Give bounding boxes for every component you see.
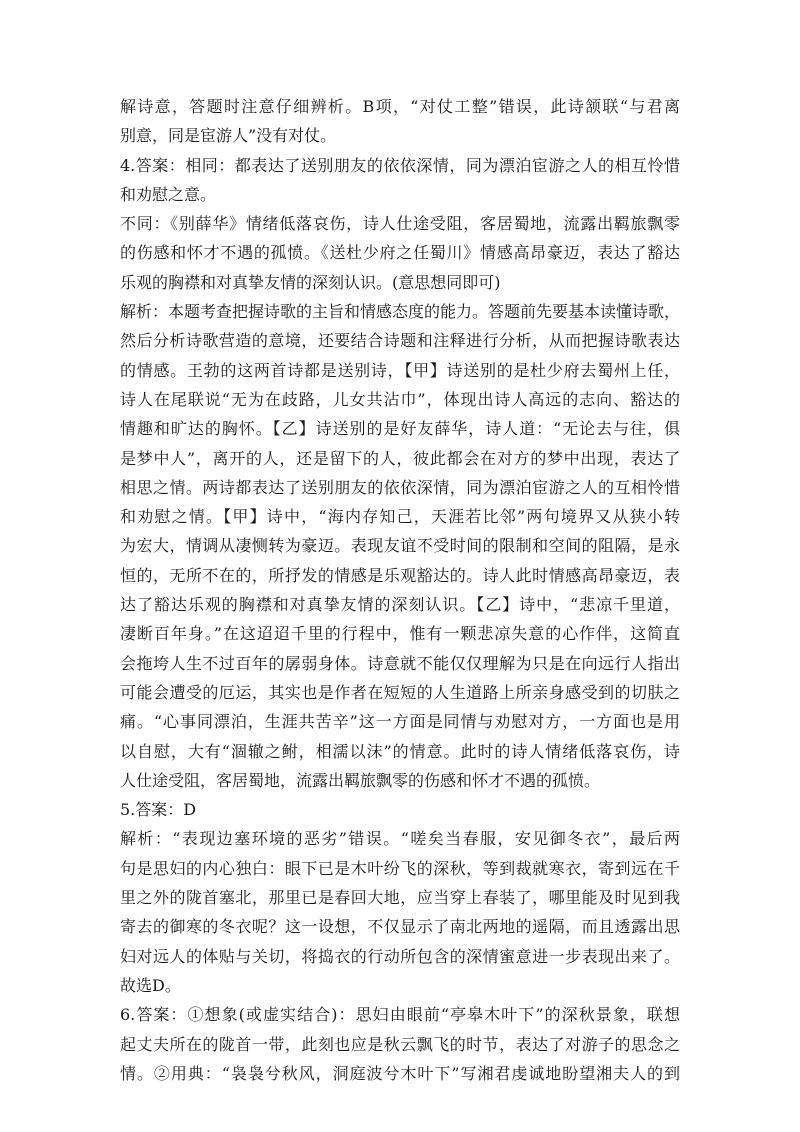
text-line: 解析：本题考查把握诗歌的主旨和情感态度的能力。答题前先要基本读懂诗歌， <box>120 302 680 322</box>
text-line: 的情感。王勃的这两首诗都是送别诗，【甲】诗送别的是杜少府去蜀州上任， <box>120 360 680 380</box>
document-body <box>120 92 680 1088</box>
text-line: 妇对远人的体贴与关切，将捣衣的行动所包含的深情蜜意进一步表现出来了。 <box>120 946 680 966</box>
text-line: 以自慰，大有“涸辙之鲋，相濡以沫”的情意。此时的诗人情绪低落哀伤，诗 <box>120 741 680 761</box>
text-line: 5.答案：D <box>120 800 197 820</box>
text-line: 相思之情。两诗都表达了送别朋友的依依深情，同为漂泊宦游之人的互相怜惜 <box>120 477 680 497</box>
text-line: 凄断百年身。”在这迢迢千里的行程中，惟有一颗悲凉失意的心作伴，这简直 <box>120 624 680 644</box>
text-line: 达了豁达乐观的胸襟和对真挚友情的深刻认识。【乙】诗中，“悲凉千里道， <box>120 595 680 615</box>
text-line: 故选D。 <box>120 975 181 995</box>
text-line: 句是思妇的内心独白：眼下已是木叶纷飞的深秋，等到裁就寒衣，寄到远在千 <box>120 858 680 878</box>
text-line: 4.答案：相同：都表达了送别朋友的依依深情，同为漂泊宦游之人的相互怜惜 <box>120 155 680 175</box>
text-line: 可能会遭受的厄运，其实也是作者在短短的人生道路上所亲身感受到的切肤之 <box>120 682 680 702</box>
text-line: 里之外的陇首塞北，那里已是春回大地，应当穿上春装了，哪里能及时见到我 <box>120 888 680 908</box>
text-line: 解诗意，答题时注意仔细辨析。B项，“对仗工整”错误，此诗颔联“与君离 <box>120 97 680 116</box>
text-line: 的伤感和怀才不遇的孤愤。《送杜少府之任蜀川》情感高昂豪迈，表达了豁达 <box>120 243 680 263</box>
text-line: 解析：“表现边塞环境的恶劣”错误。“嗟矣当春服，安见御冬衣”，最后两 <box>120 829 680 849</box>
text-line: 情趣和旷达的胸怀。【乙】诗送别的是好友薛华，诗人道：“无论去与往，俱 <box>120 419 680 439</box>
text-line: 为宏大，情调从凄恻转为豪迈。表现友谊不受时间的限制和空间的阻隔，是永 <box>120 536 680 556</box>
text-line: 和劝慰之情。【甲】诗中，“海内存知己，天涯若比邻”两句境界又从狭小转 <box>120 507 680 527</box>
text-line: 不同：《别薛华》情绪低落哀伤，诗人仕途受阻，客居蜀地，流露出羁旅飘零 <box>120 214 680 234</box>
text-line: 情。②用典：“袅袅兮秋风，洞庭波兮木叶下”写湘君虔诚地盼望湘夫人的到 <box>120 1063 680 1083</box>
text-line: 起丈夫所在的陇首一带，此刻也应是秋云飘飞的时节，表达了对游子的思念之 <box>120 1034 680 1054</box>
text-line: 恒的，无所不在的，所抒发的情感是乐观豁达的。诗人此时情感高昂豪迈，表 <box>120 565 680 585</box>
text-line: 和劝慰之意。 <box>120 184 217 204</box>
text-line: 6.答案：①想象(或虚实结合)：思妇由眼前“亭皋木叶下”的深秋景象，联想 <box>120 1005 680 1025</box>
text-line: 诗人在尾联说“无为在歧路，儿女共沾巾”，体现出诗人高远的志向、豁达的 <box>120 389 680 409</box>
text-line: 是梦中人”，离开的人，还是留下的人，彼此都会在对方的梦中出现，表达了 <box>120 448 680 468</box>
text-line: 会拖垮人生不过百年的孱弱身体。诗意就不能仅仅理解为只是在向远行人指出 <box>120 653 680 673</box>
text-line: 别意，同是宦游人”没有对仗。 <box>120 126 337 146</box>
text-line: 乐观的胸襟和对真挚友情的深刻认识。(意思想同即可) <box>120 272 501 292</box>
text-line: 痛。“心事同漂泊，生涯共苦辛”这一方面是同情与劝慰对方，一方面也是用 <box>120 712 680 732</box>
text-line: 人仕途受阻，客居蜀地，流露出羁旅飘零的伤感和怀才不遇的孤愤。 <box>120 770 601 790</box>
text-line: 寄去的御寒的冬衣呢？这一设想，不仅显示了南北两地的遥隔，而且透露出思 <box>120 917 680 937</box>
text-line: 然后分析诗歌营造的意境，还要结合诗题和注释进行分析，从而把握诗歌表达 <box>120 331 680 351</box>
